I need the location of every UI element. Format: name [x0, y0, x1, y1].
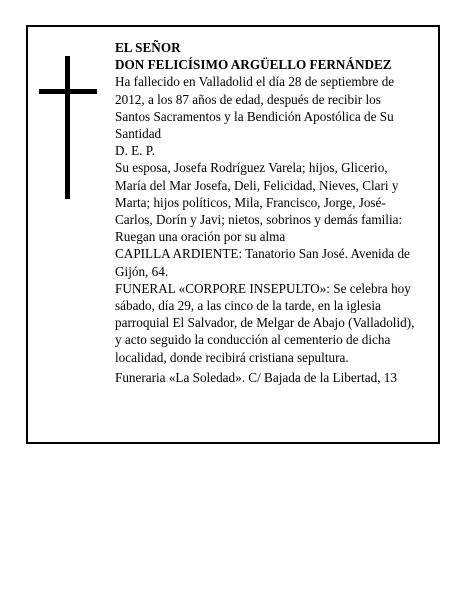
- death-statement: Ha fallecido en Valladolid el día 28 de septiembre de 2012, a los 87 años de edad, después de recibir los Santos Sacramentos y la Bendición Apostólica de Su Santidad: [115, 74, 395, 142]
- cross-icon: [39, 56, 97, 199]
- chapel-info: CAPILLA ARDIENTE: Tanatorio San José. Avenida de Gijón, 64.: [115, 246, 410, 279]
- cross-vertical-bar: [65, 56, 70, 199]
- cross-horizontal-bar: [39, 89, 97, 94]
- deceased-name: DON FELICÍSIMO ARGÜELLO FERNÁNDEZ: [115, 57, 392, 73]
- obituary-notice: [26, 25, 440, 444]
- rip-abbreviation: D. E. P.: [115, 143, 155, 159]
- heading-title: EL SEÑOR: [115, 40, 181, 55]
- funeral-home: Funeraria «La Soledad». C/ Bajada de la Libertad, 13: [115, 369, 397, 385]
- funeral-info: FUNERAL «CORPORE INSEPULTO»: Se celebra hoy sábado, día 29, a las cinco de la tarde, en la iglesia parroquial El Salvador, de Melgar de Abajo (Valladolid), y acto seguido la conducción al cementerio de dicha localidad, donde recibirá cristiana sepultura.: [115, 280, 415, 365]
- notice-text: [115, 39, 415, 386]
- family-list: Su esposa, Josefa Rodríguez Varela; hijos, Gliceri​o, María del Mar Josefa, Deli, Felicidad, Nieves, Clari y Marta; hijos políticos, Mila, Francisco, Jorge, José-Carlos, Dorín y Javi; nietos, sobrinos y demás familia:: [115, 160, 403, 228]
- prayer-request: Ruegan una oración por su alma: [115, 229, 286, 245]
